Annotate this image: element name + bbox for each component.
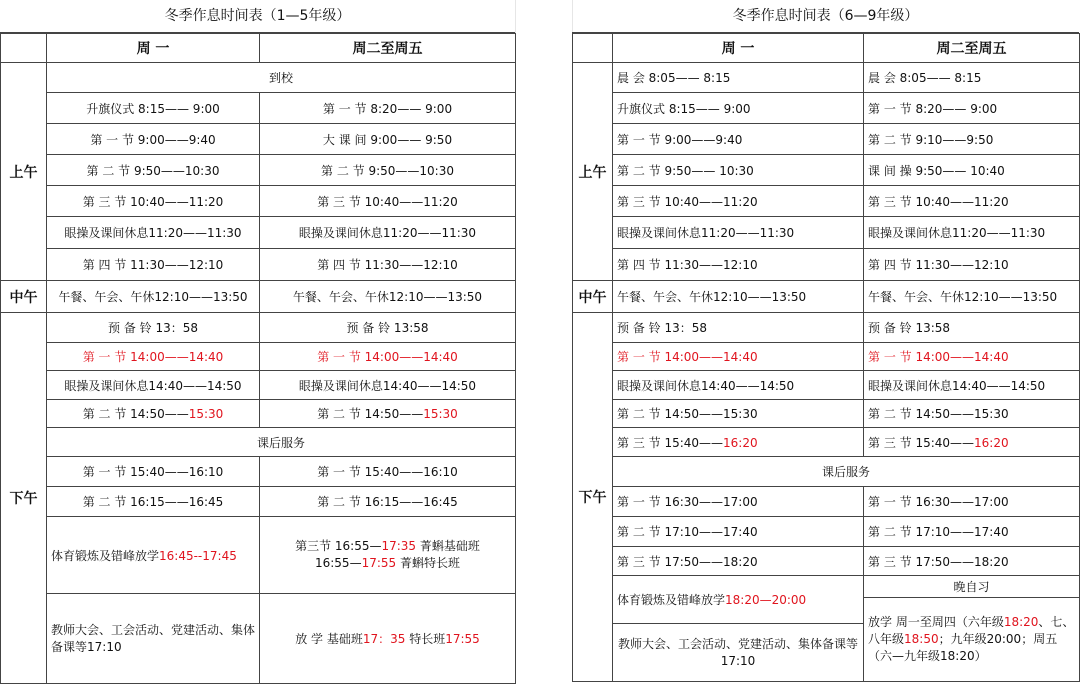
cell-text: 15:30 xyxy=(423,407,458,421)
table-cell: 晨 会 8:05—— 8:15 xyxy=(613,63,864,93)
table-cell: 第 二 节 16:15——16:45 xyxy=(260,487,516,517)
table-cell: 第 四 节 11:30——12:10 xyxy=(260,249,516,281)
table-cell: 午餐、午会、午休12:10——13:50 xyxy=(613,281,864,313)
table-cell xyxy=(47,400,260,428)
table-cell: 第 三 节 17:50——18:20 xyxy=(864,547,1080,576)
cell-text: 第 一 节 xyxy=(617,350,665,364)
table-cell xyxy=(47,343,260,371)
table-cell xyxy=(613,343,864,371)
table-cell: 午餐、午会、午休12:10——13:50 xyxy=(260,281,516,313)
cell-text: 菁蝌特长班 xyxy=(396,556,460,570)
left-schedule-table xyxy=(0,33,516,684)
period-noon: 中午 xyxy=(1,281,47,313)
right-schedule-table xyxy=(572,33,1080,682)
table-cell: 第 四 节 11:30——12:10 xyxy=(613,249,864,281)
col-header-tue-fri: 周二至周五 xyxy=(864,34,1080,63)
cell-text: 第 一 节 xyxy=(317,350,365,364)
table-cell: 第 一 节 9:00——9:40 xyxy=(613,124,864,155)
cell-text: 17：35 xyxy=(362,632,406,646)
right-sheet-title: 冬季作息时间表（6—9年级） xyxy=(572,0,1079,33)
cell-text: 第 三 节 15:40—— xyxy=(617,435,724,450)
table-cell: 第 一 节 8:20—— 9:00 xyxy=(260,93,516,124)
cell-text: 16:55— xyxy=(314,556,362,570)
cell-text: 体育锻炼及错峰放学 xyxy=(51,548,160,563)
table-cell: 大 课 间 9:00—— 9:50 xyxy=(260,124,516,155)
evening-study-label: 晚自习 xyxy=(864,576,1080,598)
table-cell xyxy=(260,400,516,428)
table-cell: 眼操及课间休息14:40——14:50 xyxy=(864,371,1080,400)
table-cell: 第 一 节 16:30——17:00 xyxy=(864,487,1080,517)
table-cell: 眼操及课间休息14:40——14:50 xyxy=(47,371,260,400)
table-cell: 眼操及课间休息11:20——11:30 xyxy=(864,217,1080,249)
cell-line xyxy=(264,555,511,572)
table-cell: 第 二 节 14:50——15:30 xyxy=(613,400,864,428)
table-cell: 第 一 节 16:30——17:00 xyxy=(613,487,864,517)
table-cell: 预 备 铃 13：58 xyxy=(613,313,864,343)
table-cell: 第 三 节 10:40——11:20 xyxy=(613,186,864,217)
table-cell xyxy=(613,428,864,457)
cell-text: 18:50 xyxy=(904,632,939,646)
table-cell: 预 备 铃 13：58 xyxy=(47,313,260,343)
table-cell: 升旗仪式 8:15—— 9:00 xyxy=(47,93,260,124)
cell-text: 18:20 xyxy=(1003,615,1039,629)
arrive-row: 到校 xyxy=(47,63,516,93)
right-schedule-sheet xyxy=(572,0,1079,682)
table-cell: 第 四 节 11:30——12:10 xyxy=(864,249,1080,281)
table-cell: 第 二 节 9:50——10:30 xyxy=(260,155,516,186)
table-cell: 眼操及课间休息11:20——11:30 xyxy=(260,217,516,249)
table-cell xyxy=(864,343,1080,371)
after-school-section: 课后服务 xyxy=(613,457,1080,487)
left-schedule-sheet xyxy=(0,0,515,684)
period-afternoon: 下午 xyxy=(573,313,613,682)
table-cell: 第 三 节 10:40——11:20 xyxy=(864,186,1080,217)
cell-text: 第 二 节 14:50—— xyxy=(317,407,424,421)
table-cell: 预 备 铃 13:58 xyxy=(260,313,516,343)
table-cell: 眼操及课间休息11:20——11:30 xyxy=(47,217,260,249)
table-cell: 午餐、午会、午休12:10——13:50 xyxy=(864,281,1080,313)
cell-text: 第 一 节 xyxy=(82,350,131,364)
table-cell: 第 二 节 17:10——17:40 xyxy=(864,517,1080,547)
table-cell: 第 三 节 10:40——11:20 xyxy=(260,186,516,217)
cell-text: 第 三 节 15:40—— xyxy=(868,435,975,450)
table-cell xyxy=(864,428,1080,457)
cell-text: 14:00——14:40 xyxy=(130,350,224,364)
table-cell xyxy=(864,598,1080,682)
table-cell: 教师大会、工会活动、党建活动、集体备课等17:10 xyxy=(47,594,260,684)
table-cell: 第 二 节 9:10——9:50 xyxy=(864,124,1080,155)
cell-text: 菁蝌基础班 xyxy=(416,539,480,553)
cell-text: 第 一 节 xyxy=(868,350,916,364)
table-cell: 第 一 节 9:00——9:40 xyxy=(47,124,260,155)
cell-text: 17:35 xyxy=(381,539,417,553)
cell-text: 17:55 xyxy=(445,632,480,646)
table-cell: 第 二 节 9:50—— 10:30 xyxy=(613,155,864,186)
table-cell: 第 三 节 17:50——18:20 xyxy=(613,547,864,576)
table-cell: 课 间 操 9:50—— 10:40 xyxy=(864,155,1080,186)
col-header-monday: 周 一 xyxy=(47,34,260,63)
cell-text: 16:45--17:45 xyxy=(159,548,237,563)
cell-line xyxy=(264,538,511,555)
table-cell xyxy=(260,594,516,684)
cell-text: 第 二 节 14:50—— xyxy=(82,407,189,421)
cell-text: 14:00——14:40 xyxy=(364,350,458,364)
cell-text: 14:00——14:40 xyxy=(915,350,1009,364)
period-morning: 上午 xyxy=(1,63,47,281)
corner-cell xyxy=(1,34,47,63)
col-header-tue-fri: 周二至周五 xyxy=(260,34,516,63)
table-cell: 午餐、午会、午休12:10——13:50 xyxy=(47,281,260,313)
cell-text: 17:55 xyxy=(361,556,397,570)
table-cell: 教师大会、工会活动、党建活动、集体备课等17:10 xyxy=(613,624,864,682)
table-cell: 第 二 节 16:15——16:45 xyxy=(47,487,260,517)
col-header-monday: 周 一 xyxy=(613,34,864,63)
table-cell: 眼操及课间休息14:40——14:50 xyxy=(260,371,516,400)
period-morning: 上午 xyxy=(573,63,613,281)
table-cell: 第 一 节 8:20—— 9:00 xyxy=(864,93,1080,124)
table-cell xyxy=(260,517,516,594)
table-cell: 眼操及课间休息14:40——14:50 xyxy=(613,371,864,400)
table-cell: 第 二 节 14:50——15:30 xyxy=(864,400,1080,428)
table-cell: 晨 会 8:05—— 8:15 xyxy=(864,63,1080,93)
table-cell: 第 四 节 11:30——12:10 xyxy=(47,249,260,281)
table-cell: 第 一 节 15:40——16:10 xyxy=(260,457,516,487)
cell-text: ；九年级20:00；周五（六—九年级18:20） xyxy=(868,632,1058,663)
table-cell: 第 二 节 9:50——10:30 xyxy=(47,155,260,186)
cell-text: 第三节 16:55— xyxy=(295,539,382,553)
cell-text: 体育锻炼及错峰放学 xyxy=(617,593,726,607)
left-sheet-title: 冬季作息时间表（1—5年级） xyxy=(0,0,515,33)
table-cell xyxy=(613,576,864,624)
table-cell xyxy=(47,517,260,594)
cell-text: 14:00——14:40 xyxy=(664,350,758,364)
table-cell: 眼操及课间休息11:20——11:30 xyxy=(613,217,864,249)
table-cell: 升旗仪式 8:15—— 9:00 xyxy=(613,93,864,124)
cell-text: 特长班 xyxy=(405,632,446,646)
table-cell: 第 三 节 10:40——11:20 xyxy=(47,186,260,217)
period-afternoon: 下午 xyxy=(1,313,47,684)
cell-text: 、七、八年级 xyxy=(868,615,1075,646)
cell-text: 16:20 xyxy=(974,435,1009,450)
after-school-section: 课后服务 xyxy=(47,428,516,457)
cell-text: 18:20—20:00 xyxy=(725,593,807,607)
cell-text: 放 学 基础班 xyxy=(295,632,363,646)
corner-cell xyxy=(573,34,613,63)
table-cell: 第 一 节 15:40——16:10 xyxy=(47,457,260,487)
cell-text: 放学 周一至周四（六年级 xyxy=(868,615,1004,629)
cell-text: 15:30 xyxy=(188,407,224,421)
period-noon: 中午 xyxy=(573,281,613,313)
cell-text: 16:20 xyxy=(723,435,758,450)
table-cell: 预 备 铃 13:58 xyxy=(864,313,1080,343)
table-cell xyxy=(260,343,516,371)
table-cell: 第 二 节 17:10——17:40 xyxy=(613,517,864,547)
